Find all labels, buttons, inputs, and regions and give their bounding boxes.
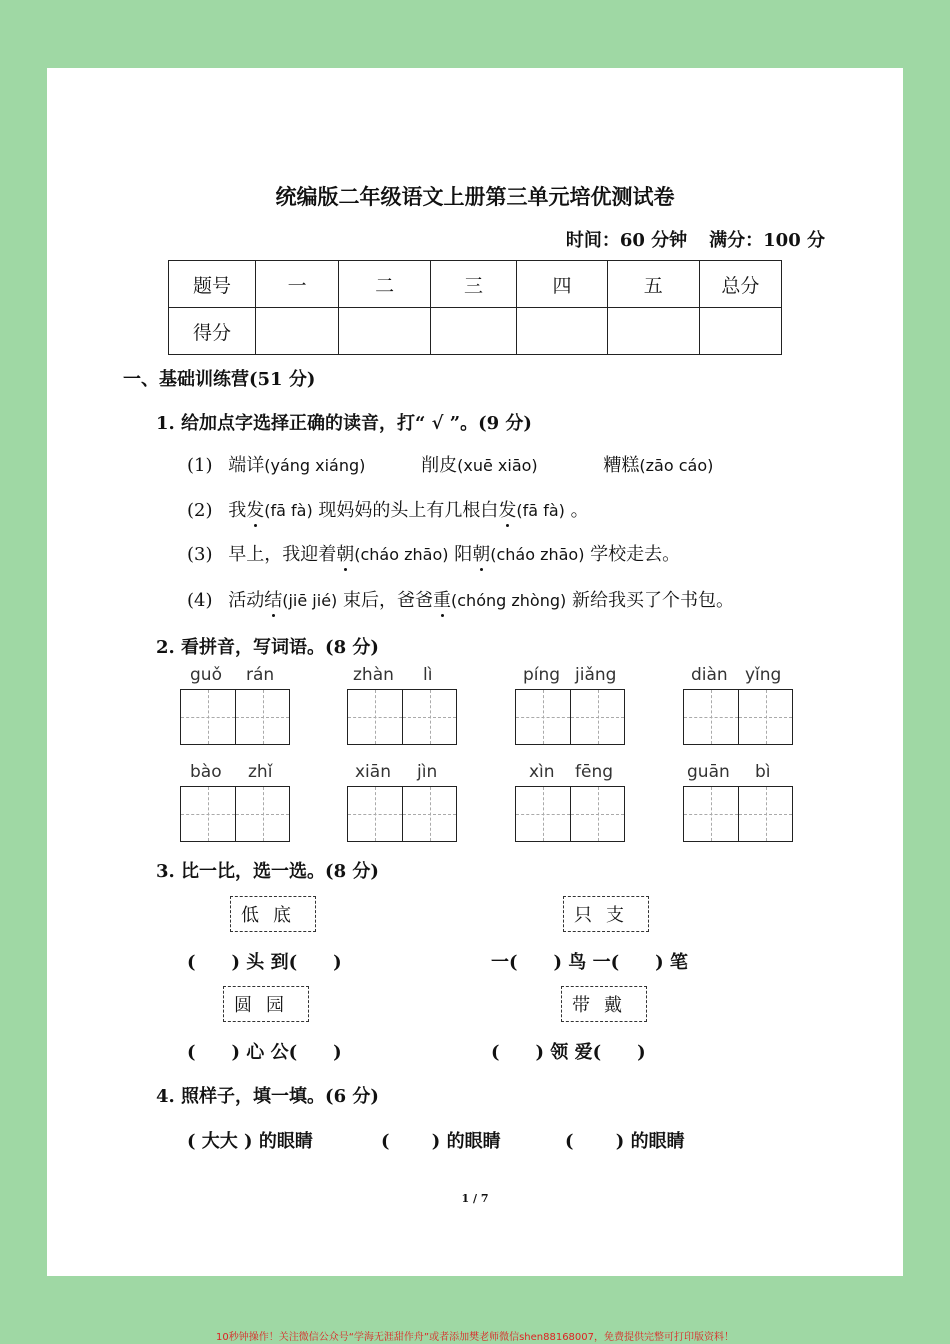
line-number: (1) [187,455,213,476]
writing-grid[interactable] [180,786,290,842]
word: 糟糕 [603,455,640,476]
score-cell[interactable] [339,308,431,355]
grid-cell[interactable] [402,690,456,744]
score-table-header-row [169,261,782,308]
writing-grid[interactable] [515,689,625,745]
dotted-char: 结 [264,590,283,611]
question-2-title: 2. 看拼音，写词语。(8 分) [156,637,379,658]
grid-cell[interactable] [570,690,624,744]
pinyin-choice[interactable]: (fā fà) [264,501,313,520]
footer-promo-text: 10秒钟操作！关注微信公众号“学海无涯甜作舟”或者添加樊老师微信shen88168007，免费提供完整可打印版资料！ [215,1332,735,1343]
fill-blank-phrase[interactable]: ( ) 的眼睛 [381,1131,501,1152]
question-1-title: 1. 给加点字选择正确的读音，打“ √ ”。(9 分) [156,413,532,434]
pinyin-label: xiān [355,762,391,782]
dotted-char: 重 [433,590,452,611]
page-number: 1 / 7 [461,1192,489,1205]
grid-cell[interactable] [738,690,792,744]
text: 现妈妈的头上有几根白 [318,500,499,521]
pinyin-label: diàn [691,665,728,685]
pinyin-label: bì [755,762,771,782]
pinyin-choice[interactable]: (chóng zhòng) [451,591,567,610]
section-heading: 一、基础训练营(51 分) [123,369,316,390]
grid-cell[interactable] [516,787,570,841]
header-cell: 一 [256,261,339,308]
text: 学校走去。 [590,544,681,565]
grid-cell[interactable] [684,690,738,744]
pinyin-label: yǐng [745,665,782,685]
header-cell: 二 [339,261,431,308]
dotted-char: 朝 [336,544,355,565]
character-choice-box: 带戴 [561,986,647,1022]
q1-line-4 [187,586,734,612]
full-score: 满分：100 分 [709,230,825,251]
pinyin-label: zhǐ [248,762,273,782]
worksheet-page [47,68,903,1276]
writing-grid[interactable] [347,786,457,842]
pinyin-label: rán [246,665,275,685]
grid-cell[interactable] [348,787,402,841]
header-cell: 题号 [169,261,256,308]
header-cell: 五 [607,261,699,308]
fill-blank-line[interactable]: ( ) 心 公( ) [187,1042,342,1063]
grid-cell[interactable] [516,690,570,744]
line-number: (4) [187,590,213,611]
score-table-score-row [169,308,782,355]
q1-line-2 [187,496,589,522]
fill-blank-line[interactable]: 一( ) 鸟 一( ) 笔 [491,952,688,973]
example-phrase: ( 大大 ) 的眼睛 [187,1131,313,1152]
fill-blank-line[interactable]: ( ) 领 爱( ) [491,1042,646,1063]
grid-cell[interactable] [402,787,456,841]
score-cell[interactable] [607,308,699,355]
grid-cell[interactable] [181,787,235,841]
row-label: 得分 [169,308,256,355]
score-cell[interactable] [431,308,517,355]
grid-cell[interactable] [684,787,738,841]
pinyin-label: fēng [575,762,614,782]
line-number: (3) [187,544,213,565]
text: 阳 [454,544,473,565]
header-cell: 四 [517,261,608,308]
pinyin-label: xìn [529,762,555,782]
dotted-char: 朝 [472,544,491,565]
pinyin-choice[interactable]: (jiē jié) [282,591,338,610]
grid-cell[interactable] [235,787,289,841]
pinyin-choice[interactable]: (cháo zhāo) [490,545,585,564]
exam-meta [566,226,825,252]
grid-cell[interactable] [570,787,624,841]
score-cell[interactable] [699,308,781,355]
word: 削皮 [421,455,458,476]
pinyin-choice[interactable]: (fā fà) [516,501,565,520]
text: 活动 [228,590,265,611]
pinyin-label: guān [687,762,730,782]
grid-cell[interactable] [348,690,402,744]
header-cell: 总分 [699,261,781,308]
pinyin-label: píng [523,665,561,685]
pinyin-choice[interactable]: (cháo zhāo) [354,545,449,564]
writing-grid[interactable] [683,689,793,745]
character-choice-box: 只支 [563,896,649,932]
fill-blank-phrase[interactable]: ( ) 的眼睛 [565,1131,685,1152]
word: 端详 [228,455,265,476]
grid-cell[interactable] [181,690,235,744]
question-4-title: 4. 照样子，填一填。(6 分) [156,1086,379,1107]
writing-grid[interactable] [515,786,625,842]
text: 我 [228,500,247,521]
character-choice-box: 低底 [230,896,316,932]
grid-cell[interactable] [738,787,792,841]
fill-blank-line[interactable]: ( ) 头 到( ) [187,952,342,973]
score-cell[interactable] [256,308,339,355]
character-choice-box: 圆园 [223,986,309,1022]
score-table [168,260,782,355]
line-number: (2) [187,500,213,521]
grid-cell[interactable] [235,690,289,744]
writing-grid[interactable] [683,786,793,842]
pinyin-choice[interactable]: (xuē xiāo) [457,456,538,475]
pinyin-label: lì [423,665,433,685]
dotted-char: 发 [498,500,517,521]
pinyin-choice[interactable]: (yáng xiáng) [264,456,366,475]
dotted-char: 发 [246,500,265,521]
pinyin-label: guǒ [190,665,222,685]
pinyin-label: bào [190,762,222,782]
q1-line-3 [187,540,680,566]
pinyin-label: jiǎng [575,665,617,685]
text: 。 [570,500,589,521]
score-cell[interactable] [517,308,608,355]
page-title: 统编版二年级语文上册第三单元培优测试卷 [275,184,675,209]
pinyin-label: zhàn [353,665,394,685]
header-cell: 三 [431,261,517,308]
text: 早上，我迎着 [228,544,337,565]
pinyin-choice[interactable]: (zāo cáo) [639,456,714,475]
q1-line-1 [187,451,713,477]
text: 新给我买了个书包。 [571,590,734,611]
time-limit: 时间：60 分钟 [565,230,688,251]
text: 束后，爸爸 [343,590,434,611]
question-3-title: 3. 比一比，选一选。(8 分) [156,861,379,882]
writing-grid[interactable] [180,689,290,745]
writing-grid[interactable] [347,689,457,745]
pinyin-label: jìn [417,762,438,782]
